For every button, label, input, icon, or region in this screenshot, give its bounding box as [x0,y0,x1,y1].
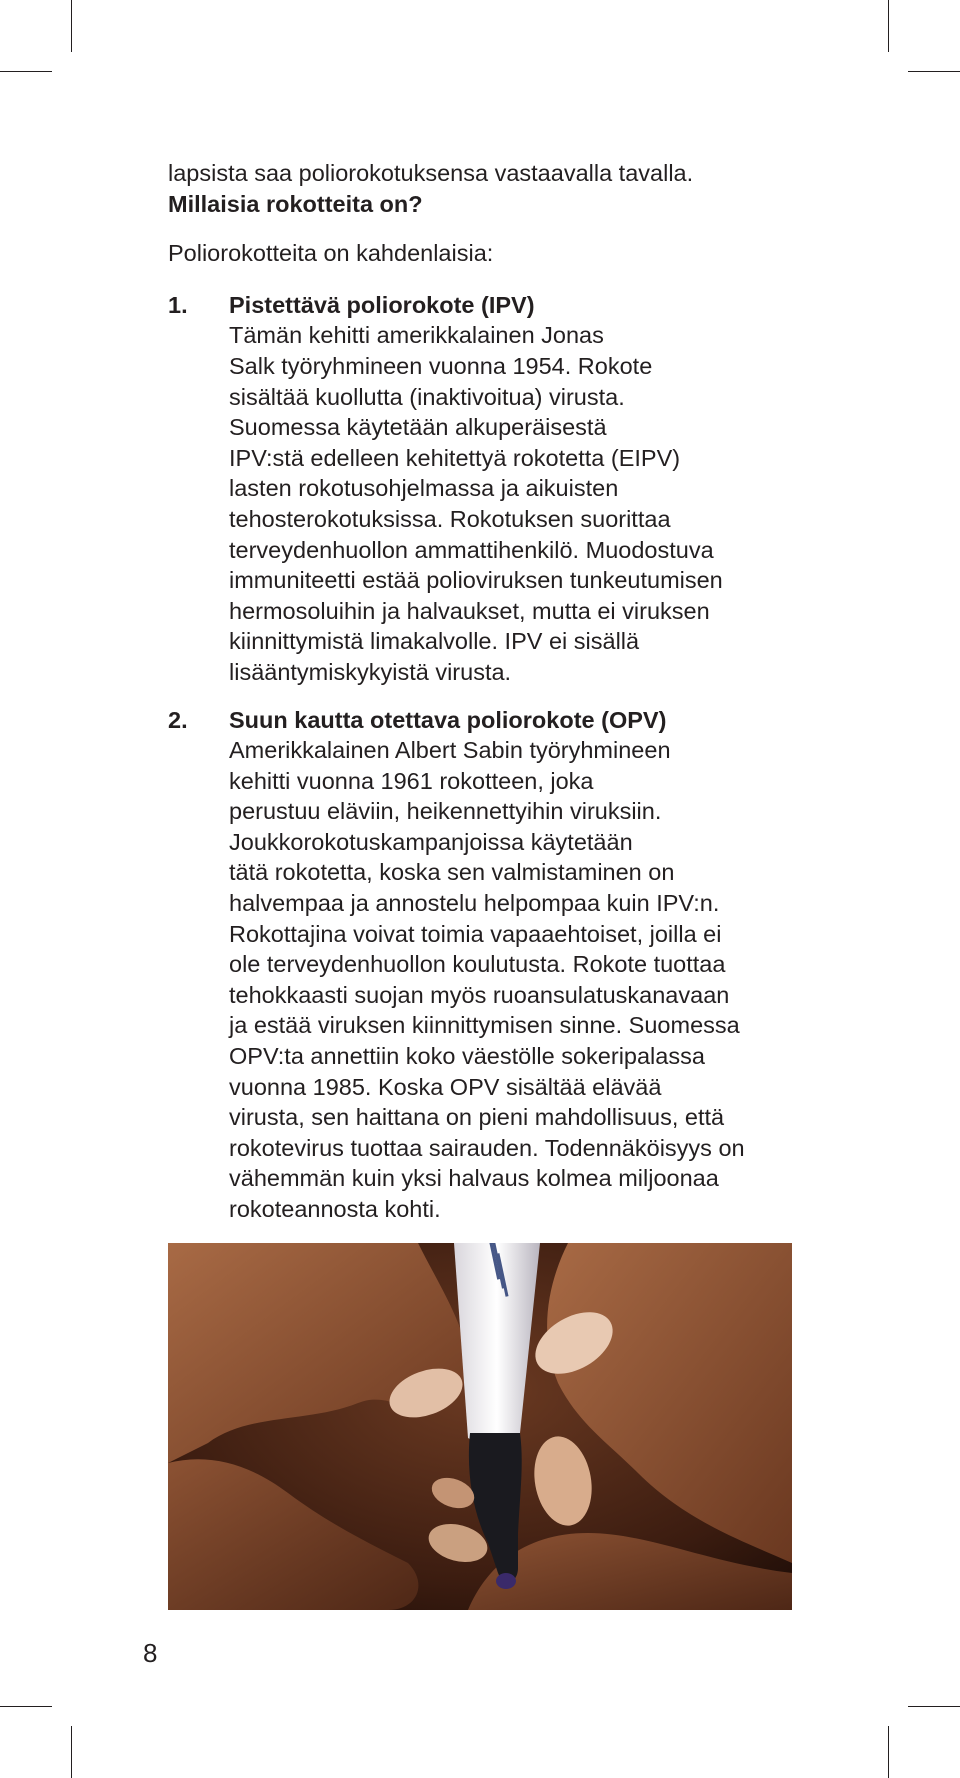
crop-mark [71,1726,72,1778]
crop-mark [908,1706,960,1707]
list-item-text-line: tehosterokotuksissa. Rokotuksen suorittaa [229,505,671,532]
list-item-text-line: Rokottajina voivat toimia vapaaehtoiset, joilla ei [229,920,722,947]
list-item-text-line: Amerikkalainen Albert Sabin työryhmineen [229,737,671,764]
intro-text: Poliorokotteita on kahdenlaisia: [168,240,494,267]
list-item-text-line: lisääntymiskykyistä virusta. [229,658,512,685]
list-item-text-line: sisältää kuollutta (inaktivoitua) virusta. [229,383,625,410]
list-item-text-line: perustuu eläviin, heikennettyihin viruksiin. [229,798,662,825]
crop-mark [71,0,72,52]
list-item-text-line: rokotevirus tuottaa sairauden. Todennäköisyys on [229,1134,745,1161]
list-item-text-line: tehokkaasti suojan myös ruoansulatuskanavaan [229,981,730,1008]
list-item-text-line: terveydenhuollon ammattihenkilö. Muodostuva [229,536,714,563]
crop-mark [888,1726,889,1778]
list-item-text-line: ole terveydenhuollon koulutusta. Rokote tuottaa [229,951,726,978]
list-item-text-line: tätä rokotetta, koska sen valmistaminen on [229,859,675,886]
list-item-text-line: rokoteannosta kohti. [229,1196,441,1222]
list-item-text-line: Joukkorokotuskampanjoissa käytetään [229,828,633,855]
continuation-text: lapsista saa poliorokotuksensa vastaavalla tavalla. [168,160,694,186]
crop-mark [888,0,889,52]
list-item-title: Pistettävä poliorokote (IPV) [229,291,535,318]
crop-mark [0,71,52,72]
vaccine-list [168,290,808,1225]
list-item-text-line: vähemmän kuin yksi halvaus kolmea miljoonaa [229,1165,719,1192]
list-item-text-line: halvempaa ja annostelu helpompaa kuin IPV:n. [229,890,720,917]
list-item-title: Suun kautta otettava poliorokote (OPV) [229,706,667,733]
list-item-text-line: vuonna 1985. Koska OPV sisältää elävää [229,1073,662,1100]
page-content [168,158,808,1225]
vaccine-list-item [168,705,808,1225]
list-item-text-line: kehitti vuonna 1961 rokotteen, joka [229,767,594,794]
list-item-text-line: lasten rokotusohjelmassa ja aikuisten [229,475,619,502]
list-item-text-line: Tämän kehitti amerikkalainen Jonas [229,322,604,349]
list-item-text-line: virusta, sen haittana on pieni mahdollisuus, että [229,1104,725,1131]
vaccine-list-item [168,290,808,688]
page-number: 8 [143,1638,158,1668]
list-item-text-line: ja estää viruksen kiinnittymisen sinne. Suomessa [229,1012,740,1039]
list-item-text-line: kiinnittymistä limakalvolle. IPV ei sisällä [229,628,640,655]
list-item-text-line: Salk työryhmineen vuonna 1954. Rokote [229,352,653,379]
list-item-number: 1. [168,291,188,318]
section-heading: Millaisia rokotteita on? [168,190,423,217]
list-item-text-line: OPV:ta annettiin koko väestölle sokeripalassa [229,1043,705,1070]
list-item-text-line: immuniteetti estää polioviruksen tunkeutumisen [229,567,723,594]
oral-vaccine-drop-image [168,1243,792,1610]
list-item-text-line: Suomessa käytetään alkuperäisestä [229,414,607,441]
crop-mark [0,1706,52,1707]
crop-mark [908,71,960,72]
list-item-text-line: hermosoluihin ja halvaukset, mutta ei viruksen [229,597,710,624]
vaccination-photo [168,1243,792,1610]
list-item-text-line: IPV:stä edelleen kehitettyä rokotetta (EIPV) [229,444,681,471]
list-item-number: 2. [168,706,188,733]
